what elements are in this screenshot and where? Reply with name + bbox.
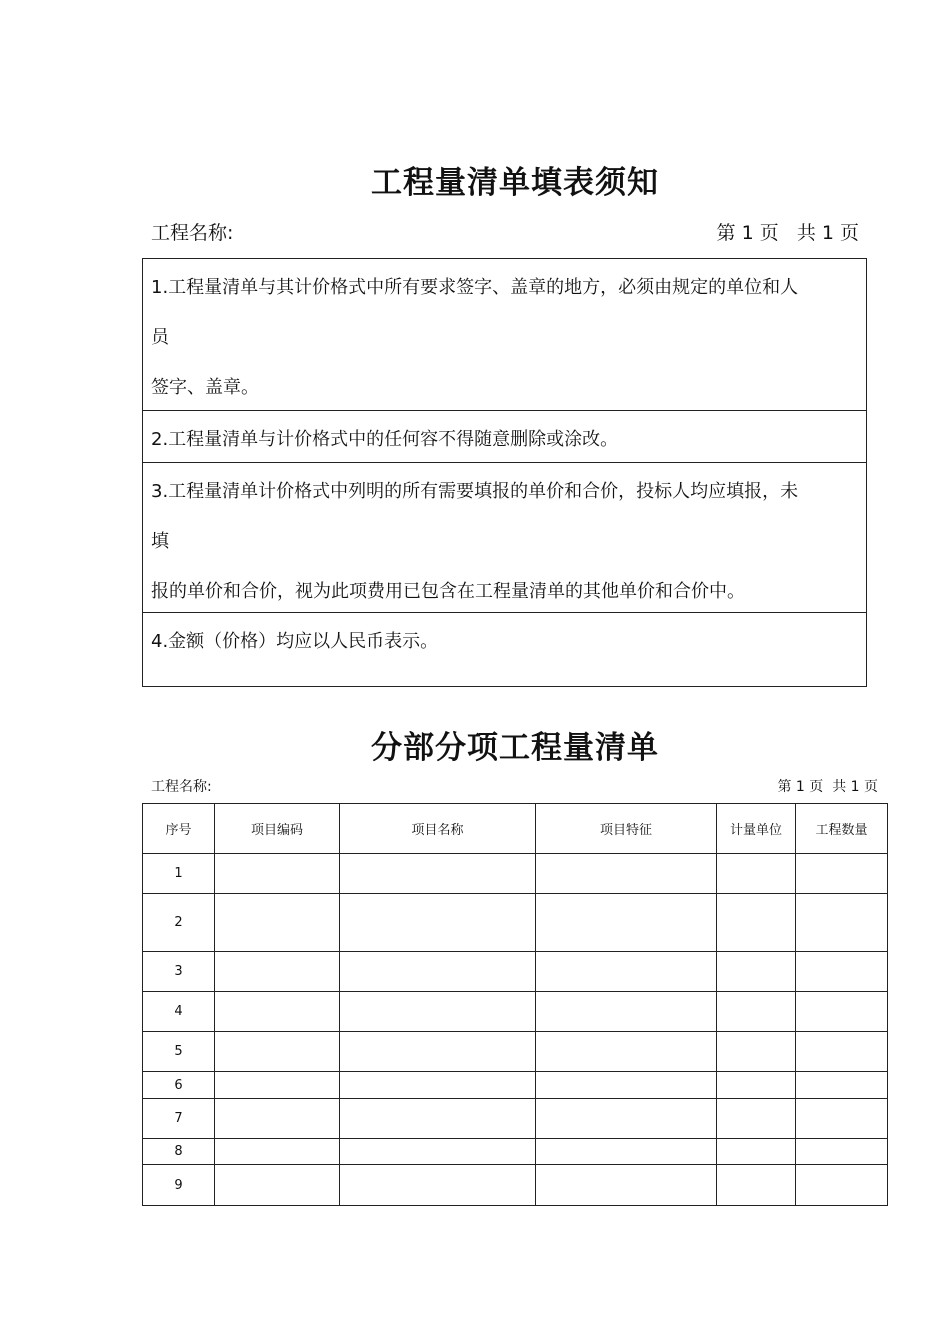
cell-unit[interactable] [717,854,796,894]
cell-name[interactable] [340,894,536,952]
cell-quantity[interactable] [796,1139,888,1165]
notice-line: 填 [151,531,169,552]
row-index: 6 [143,1072,215,1099]
cell-quantity[interactable] [796,854,888,894]
row-index: 3 [143,952,215,992]
cell-feature[interactable] [536,992,717,1032]
table-row [143,992,888,1032]
col-header-feature: 项目特征 [536,804,717,854]
cell-code[interactable] [215,992,340,1032]
col-header-quantity: 工程数量 [796,804,888,854]
cell-code[interactable] [215,1099,340,1139]
row-index: 8 [143,1139,215,1165]
cell-unit[interactable] [717,1139,796,1165]
col-header-unit: 计量单位 [717,804,796,854]
cell-feature[interactable] [536,1072,717,1099]
col-header-index: 序号 [143,804,215,854]
cell-quantity[interactable] [796,1165,888,1206]
cell-feature[interactable] [536,952,717,992]
notice-line: 4.金额（价格）均应以人民币表示。 [151,631,439,652]
cell-feature[interactable] [536,1032,717,1072]
row-index: 1 [143,854,215,894]
cell-unit[interactable] [717,952,796,992]
table-row [143,894,888,952]
notice-title: 工程量清单填表须知 [371,165,659,201]
notice-line: 员 [151,327,169,348]
cell-code[interactable] [215,894,340,952]
cell-code[interactable] [215,1072,340,1099]
cell-unit[interactable] [717,1099,796,1139]
cell-quantity[interactable] [796,1032,888,1072]
notice-item-3 [143,462,866,612]
cell-name[interactable] [340,1032,536,1072]
notice-project-label: 工程名称: [151,222,234,244]
notice-line: 2.工程量清单与计价格式中的任何容不得随意删除或涂改。 [151,429,619,450]
cell-feature[interactable] [536,1139,717,1165]
cell-quantity[interactable] [796,952,888,992]
cell-quantity[interactable] [796,992,888,1032]
cell-feature[interactable] [536,1165,717,1206]
col-header-code: 项目编码 [215,804,340,854]
row-index: 4 [143,992,215,1032]
table-row [143,1165,888,1206]
cell-name[interactable] [340,1165,536,1206]
cell-name[interactable] [340,992,536,1032]
cell-name[interactable] [340,1072,536,1099]
table-row [143,1032,888,1072]
table-row [143,1072,888,1099]
cell-code[interactable] [215,854,340,894]
cell-quantity[interactable] [796,894,888,952]
table-row [143,952,888,992]
table-row [143,1099,888,1139]
notice-item-4 [143,612,866,686]
table-row [143,1139,888,1165]
row-index: 9 [143,1165,215,1206]
notice-line: 报的单价和合价，视为此项费用已包含在工程量清单的其他单价和合价中。 [151,581,745,602]
notice-line: 3.工程量清单计价格式中列明的所有需要填报的单价和合价，投标人均应填报，未 [151,481,799,502]
bill-title: 分部分项工程量清单 [371,730,659,766]
cell-unit[interactable] [717,992,796,1032]
cell-name[interactable] [340,1099,536,1139]
notice-item-1 [143,259,866,410]
col-header-name: 项目名称 [340,804,536,854]
row-index: 2 [143,894,215,952]
cell-unit[interactable] [717,1165,796,1206]
notice-line: 签字、盖章。 [151,377,259,398]
notice-box [142,258,867,687]
notice-line: 1.工程量清单与其计价格式中所有要求签字、盖章的地方，必须由规定的单位和人 [151,277,799,298]
cell-feature[interactable] [536,894,717,952]
cell-name[interactable] [340,854,536,894]
row-index: 5 [143,1032,215,1072]
cell-unit[interactable] [717,1032,796,1072]
row-index: 7 [143,1099,215,1139]
cell-code[interactable] [215,1032,340,1072]
cell-unit[interactable] [717,894,796,952]
notice-page-info: 第 1 页 共 1 页 [716,222,859,244]
cell-feature[interactable] [536,854,717,894]
cell-name[interactable] [340,952,536,992]
table-header-row [143,804,888,854]
cell-unit[interactable] [717,1072,796,1099]
notice-item-2 [143,410,866,462]
table-row [143,854,888,894]
bill-table [142,803,888,1206]
cell-name[interactable] [340,1139,536,1165]
cell-code[interactable] [215,1139,340,1165]
cell-code[interactable] [215,1165,340,1206]
bill-page-info: 第 1 页 共 1 页 [777,779,878,795]
cell-quantity[interactable] [796,1099,888,1139]
cell-quantity[interactable] [796,1072,888,1099]
cell-feature[interactable] [536,1099,717,1139]
bill-project-label: 工程名称: [151,779,212,795]
cell-code[interactable] [215,952,340,992]
